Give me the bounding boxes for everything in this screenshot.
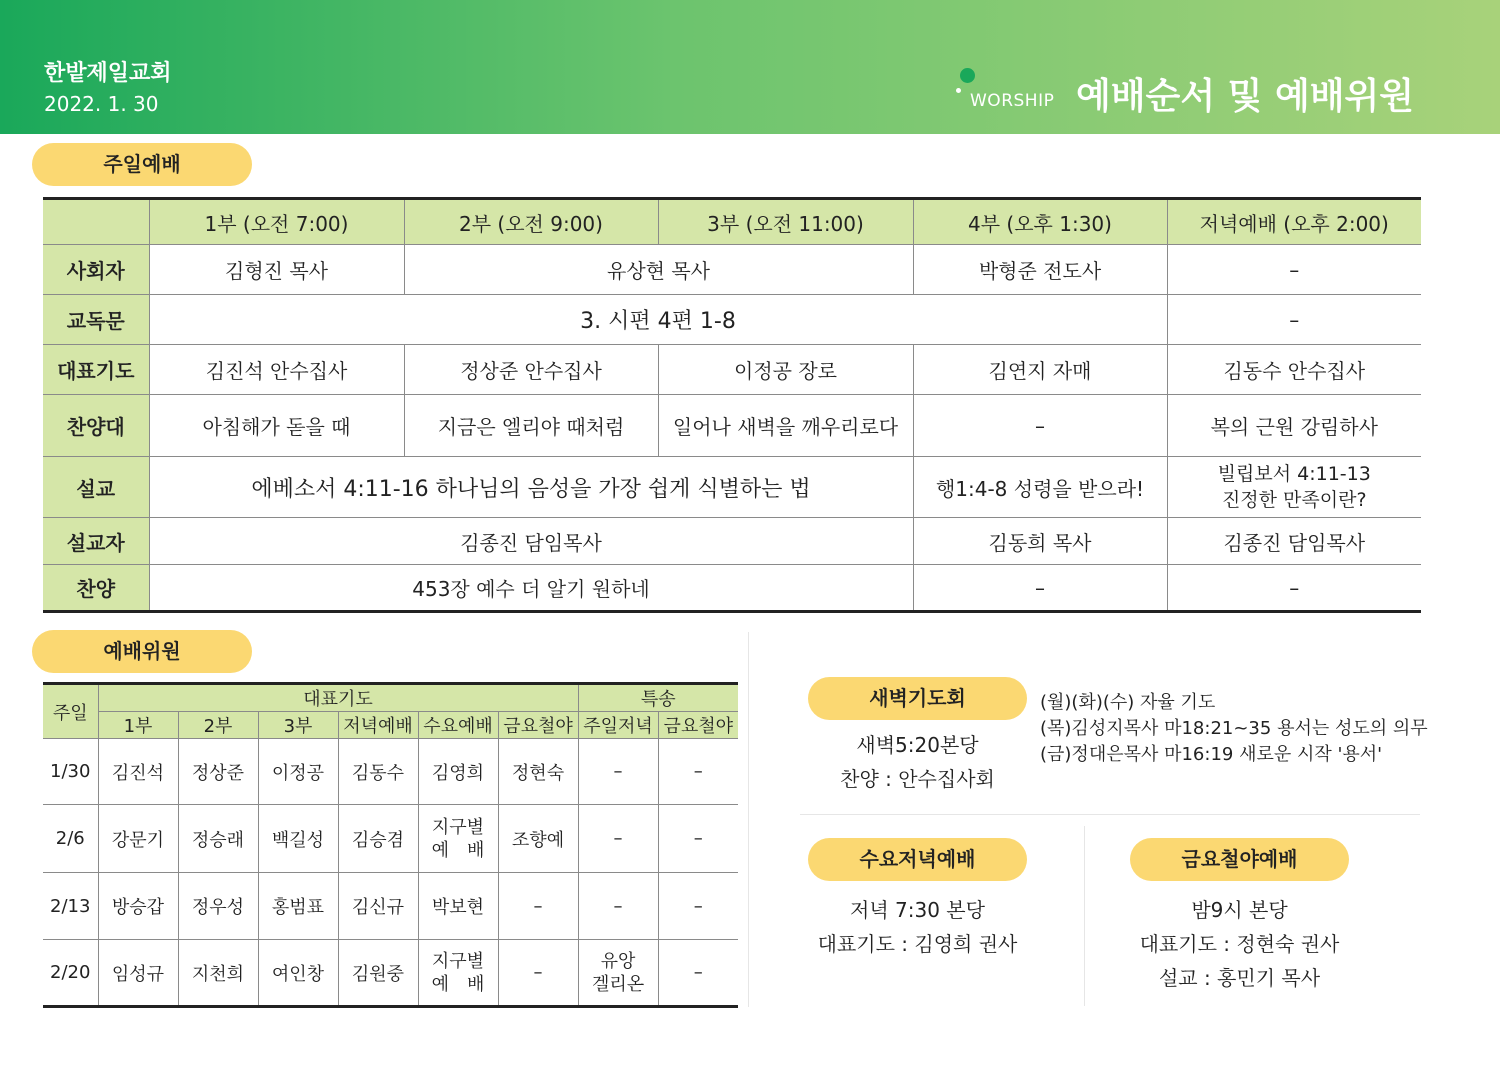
table-cell: 김진석 [98,739,178,805]
column-header: 2부 (오전 9:00) [404,199,658,245]
column-header: 저녁예배 (오후 2:00) [1167,199,1421,245]
cell-line: 예 배 [431,973,485,995]
table-cell: – [1167,565,1421,612]
table-cell: – [498,873,578,940]
table-cell: 정우성 [178,873,258,940]
table-cell: 이정공 장로 [658,345,913,395]
table-cell: – [1167,245,1421,295]
table-cell: 박보현 [418,873,498,940]
column-header: 2부 [178,712,258,739]
table-cell: 김형진 목사 [149,245,404,295]
corner-cell [43,199,149,245]
table-cell: – [913,565,1167,612]
wednesday-time: 저녁 7:30 본당 [850,898,985,922]
table-cell: 강문기 [98,805,178,873]
sunday-service-table [43,197,1421,613]
row-header: 설교 [43,457,149,518]
horizontal-divider [800,814,1420,815]
table-cell: 김연지 자매 [913,345,1167,395]
table-cell: 김원중 [338,940,418,1007]
vertical-divider [748,632,749,1007]
table-cell: – [1167,295,1421,345]
table-row [43,395,1421,457]
members-table [43,682,738,1008]
table-cell: – [913,395,1167,457]
table-cell: 정상준 안수집사 [404,345,658,395]
table-row [43,245,1421,295]
table-cell [418,940,498,1007]
column-header: 저녁예배 [338,712,418,739]
column-header: 금요철야 [658,712,738,739]
table-cell: 김종진 담임목사 [149,518,913,565]
row-header: 대표기도 [43,345,149,395]
column-header: 대표기도 [98,684,578,712]
table-cell: – [578,873,658,940]
column-header: 수요예배 [418,712,498,739]
table-cell: – [578,739,658,805]
table-cell: 453장 예수 더 알기 원하네 [149,565,913,612]
table-cell: 조향예 [498,805,578,873]
table-cell: – [658,805,738,873]
table-cell: 여인창 [258,940,338,1007]
sermon-title: 진정한 만족이란? [1221,489,1367,511]
row-header: 찬양 [43,565,149,612]
note-line: (월)(화)(수) 자율 기도 [1040,692,1216,713]
week-cell: 1/30 [43,739,98,805]
row-header: 설교자 [43,518,149,565]
table-cell: 3. 시편 4편 1-8 [149,295,1167,345]
week-cell: 2/13 [43,873,98,940]
table-cell: 김신규 [338,873,418,940]
dawn-prayer-info [808,728,1027,796]
row-header: 찬양대 [43,395,149,457]
small-dot-icon [956,88,961,93]
cell-line: 겔리온 [591,973,645,995]
column-header: 특송 [578,684,738,712]
section-label-sunday-service: 주일예배 [32,143,252,186]
table-row [43,457,1421,518]
page-title: 예배순서 및 예배위원 [1076,76,1415,117]
worship-label: WORSHIP [970,91,1055,111]
column-header: 4부 (오후 1:30) [913,199,1167,245]
cell-line: 유앙 [600,950,636,972]
cell-line: 지구별 [431,950,485,972]
cell-line: 지구별 [431,816,485,838]
table-cell: 박형준 전도사 [913,245,1167,295]
table-header-row [43,712,738,739]
column-header: 1부 [98,712,178,739]
table-cell: – [498,940,578,1007]
friday-time: 밤9시 본당 [1191,898,1288,922]
table-cell: 김동수 [338,739,418,805]
table-cell: 방승갑 [98,873,178,940]
column-header: 주일 [43,684,98,739]
table-row [43,805,738,873]
table-cell: – [578,805,658,873]
table-cell: 임성규 [98,940,178,1007]
table-row [43,739,738,805]
table-cell: 김동수 안수집사 [1167,345,1421,395]
bulletin-date: 2022. 1. 30 [44,92,159,116]
dawn-prayer-praise: 찬양 : 안수집사회 [840,767,995,791]
section-label-members: 예배위원 [32,630,252,673]
table-cell: 김종진 담임목사 [1167,518,1421,565]
cell-line: 예 배 [431,839,485,861]
section-label-friday: 금요철야예배 [1130,838,1349,881]
table-header-row [43,199,1421,245]
table-cell: 일어나 새벽을 깨우리로다 [658,395,913,457]
table-cell [578,940,658,1007]
table-cell: 행1:4-8 성령을 받으라! [913,457,1167,518]
table-cell: 김영희 [418,739,498,805]
table-cell: 정승래 [178,805,258,873]
table-cell: 복의 근원 강림하사 [1167,395,1421,457]
table-row [43,940,738,1007]
table-cell [418,805,498,873]
table-cell: 정현숙 [498,739,578,805]
wednesday-info [788,893,1047,961]
week-cell: 2/20 [43,940,98,1007]
table-row [43,873,738,940]
table-cell: 김진석 안수집사 [149,345,404,395]
note-line: (금)정대은목사 마16:19 새로운 시작 '용서' [1040,744,1383,765]
table-cell: 에베소서 4:11-16 하나님의 음성을 가장 쉽게 식별하는 법 [149,457,913,518]
table-row [43,295,1421,345]
table-header-row [43,684,738,712]
section-label-wednesday: 수요저녁예배 [808,838,1027,881]
friday-prayer: 대표기도 : 정현숙 권사 [1139,932,1340,956]
table-cell: 김승겸 [338,805,418,873]
section-label-dawn-prayer: 새벽기도회 [808,677,1027,720]
table-cell: 홍범표 [258,873,338,940]
table-row [43,518,1421,565]
table-cell: 유상현 목사 [404,245,913,295]
table-cell [1167,457,1421,518]
table-row [43,345,1421,395]
column-header: 3부 (오전 11:00) [658,199,913,245]
table-cell: 정상준 [178,739,258,805]
wednesday-prayer: 대표기도 : 김영희 권사 [817,932,1018,956]
note-line: (목)김성지목사 마18:21~35 용서는 성도의 의무 [1040,718,1428,739]
table-cell: – [658,739,738,805]
table-cell: – [658,873,738,940]
dawn-prayer-notes [1040,690,1428,768]
row-header: 교독문 [43,295,149,345]
table-cell: 지천희 [178,940,258,1007]
vertical-divider [1084,826,1085,1006]
dawn-prayer-time: 새벽5:20본당 [856,733,979,757]
column-header: 3부 [258,712,338,739]
sermon-passage: 빌립보서 4:11-13 [1217,463,1371,485]
column-header: 1부 (오전 7:00) [149,199,404,245]
table-cell: 백길성 [258,805,338,873]
table-cell: 아침해가 돋을 때 [149,395,404,457]
church-name: 한밭제일교회 [44,61,172,86]
column-header: 주일저녁 [578,712,658,739]
week-cell: 2/6 [43,805,98,873]
table-cell: 이정공 [258,739,338,805]
friday-info [1110,893,1369,995]
table-cell: 김동희 목사 [913,518,1167,565]
header-banner [0,0,1500,134]
friday-sermon: 설교 : 홍민기 목사 [1158,966,1321,990]
row-header: 사회자 [43,245,149,295]
table-cell: 지금은 엘리야 때처럼 [404,395,658,457]
table-row [43,565,1421,612]
column-header: 금요철야 [498,712,578,739]
table-cell: – [658,940,738,1007]
dot-icon [960,68,975,83]
